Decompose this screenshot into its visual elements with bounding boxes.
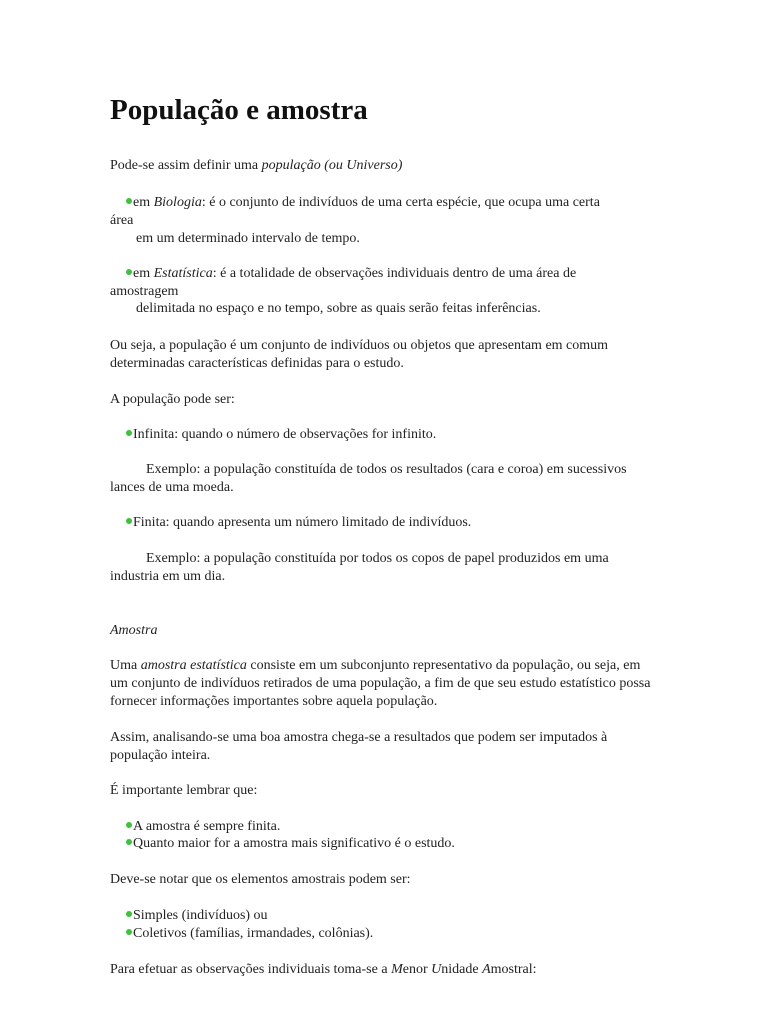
bullet-icon [126,929,132,935]
para-italic: U [431,962,442,977]
para-text: nidade [441,962,483,977]
list-item-estatistica [126,265,576,283]
intro-italic: população (ou Universo) [261,158,403,173]
paragraph-efetuar [110,961,658,979]
list-item-continuation: em um determinado intervalo de tempo. [136,231,360,246]
item-text: A amostra é sempre finita. [133,819,281,834]
item-text: em [133,195,154,210]
list-item-continuation: delimitada no espaço e no tempo, sobre as quais serão feitas inferências. [136,301,541,316]
list-item [126,907,268,925]
para-italic: A [482,962,491,977]
bullet-icon [126,198,132,204]
list-item [126,835,455,853]
paragraph-amostra-def [110,657,658,711]
item-text: Simples (indivíduos) ou [133,908,268,923]
bullet-icon [126,269,132,275]
item-text: Finita: quando apresenta um número limitado de indivíduos. [133,515,472,530]
bullet-icon [126,430,132,436]
bullet-icon [126,911,132,917]
paragraph-ou-seja: Ou seja, a população é um conjunto de indivíduos ou objetos que apresentam em comum determinadas características definidas para o estudo. [110,338,609,371]
bullet-icon [126,822,132,828]
example-finita: Exemplo: a população constituída por todos os copos de papel produzidos em uma industria em um dia. [110,551,609,584]
item-text: em [133,266,154,281]
para-text: consiste em um subconjunto representativo da população, ou seja, em um conjunto de indivíduos retirados de uma população, a fim de que seu estudo estatístico possa fornecer informações importantes sobre aquela população. [110,658,651,709]
section-heading-amostra: Amostra [110,623,158,638]
paragraph-importante: É importante lembrar que: [110,783,258,798]
intro-text: Pode-se assim definir uma [110,158,262,173]
para-text: mostral: [490,962,537,977]
paragraph-pode-ser: A população pode ser: [110,392,235,407]
item-italic: Biologia [153,195,202,210]
list-item-infinita [126,426,436,444]
intro-paragraph [110,157,658,175]
item-italic: Estatística [153,266,213,281]
para-text: Para efetuar as observações individuais toma-se a [110,962,392,977]
example-infinita: Exemplo: a população constituída de todos os resultados (cara e coroa) em sucessivos lances de uma moeda. [110,462,627,495]
paragraph-assim: Assim, analisando-se uma boa amostra chega-se a resultados que podem ser imputados à população inteira. [110,730,608,763]
para-italic: amostra estatística [140,658,247,673]
bullet-icon [126,839,132,845]
para-text: enor [402,962,432,977]
item-text: : é o conjunto de indivíduos de uma certa espécie, que ocupa uma certa [201,195,600,210]
list-item-finita [126,514,471,532]
bullet-icon [126,518,132,524]
item-text: : é a totalidade de observações individuais dentro de uma área de [212,266,577,281]
list-item-wrap: amostragem [110,284,179,299]
item-text: Quanto maior for a amostra mais significativo é o estudo. [133,836,455,851]
list-item [126,818,280,836]
page-title: População e amostra [110,94,368,126]
item-text: Coletivos (famílias, irmandades, colônias). [133,926,374,941]
list-item [126,925,373,943]
paragraph-notar: Deve-se notar que os elementos amostrais podem ser: [110,872,411,887]
para-italic: M [391,962,403,977]
item-text: Infinita: quando o número de observações for infinito. [133,427,437,442]
list-item-wrap: área [110,213,134,228]
list-item-biologia [126,194,600,212]
para-text: Uma [110,658,141,673]
